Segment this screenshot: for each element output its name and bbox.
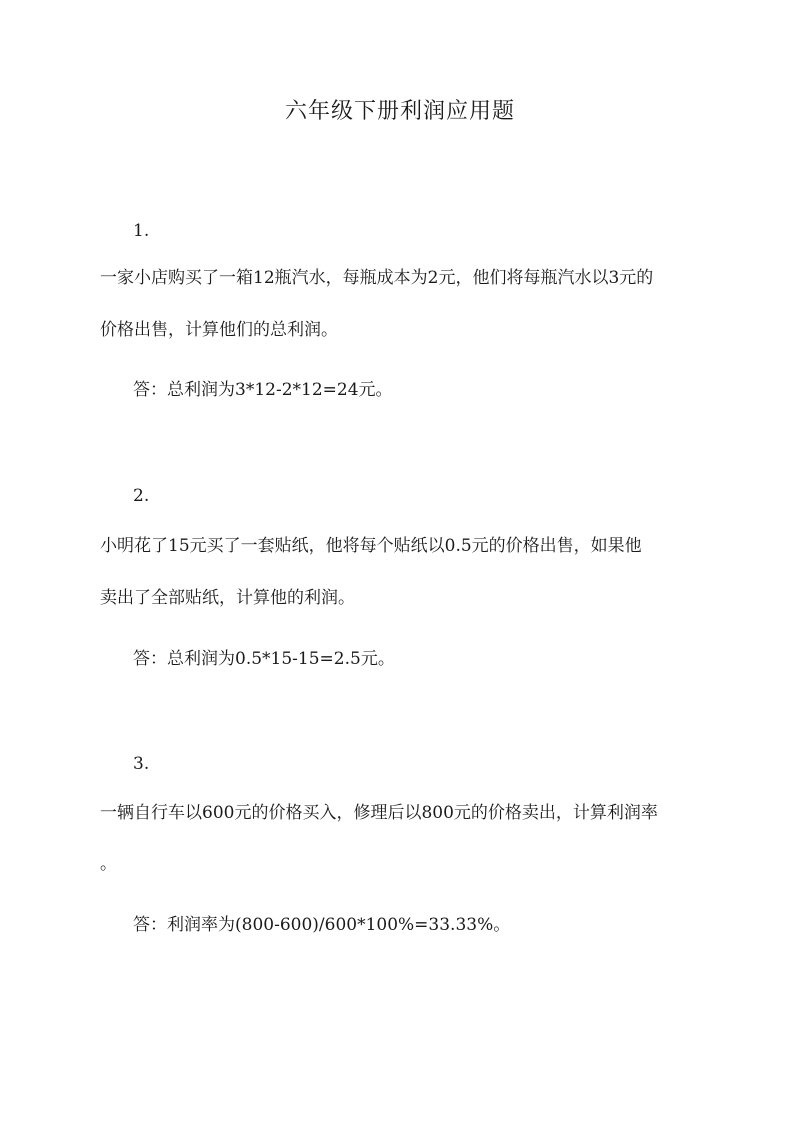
problem-number: 1. xyxy=(133,221,150,241)
page-title: 六年级下册利润应用题 xyxy=(284,99,515,124)
problem-text-line: 小明花了15元买了一套贴纸，他将每个贴纸以0.5元的价格出售，如果他 xyxy=(100,536,642,556)
problem-answer: 答：总利润为3*12-2*12=24元。 xyxy=(133,380,393,400)
problem-text-line: 。 xyxy=(100,854,117,874)
problem-text-line: 一辆自行车以600元的价格买入，修理后以800元的价格卖出，计算利润率 xyxy=(100,803,658,823)
problem-text-line: 卖出了全部贴纸，计算他的利润。 xyxy=(100,588,355,608)
problem-answer: 答：总利润为0.5*15-15=2.5元。 xyxy=(133,649,395,669)
problem-text-line: 价格出售，计算他们的总利润。 xyxy=(100,320,338,340)
problem-number: 2. xyxy=(133,486,150,506)
problem-number: 3. xyxy=(133,754,150,774)
problem-text-line: 一家小店购买了一箱12瓶汽水，每瓶成本为2元，他们将每瓶汽水以3元的 xyxy=(100,268,654,288)
problem-answer: 答：利润率为(800-600)/600*100%=33.33%。 xyxy=(133,915,511,935)
